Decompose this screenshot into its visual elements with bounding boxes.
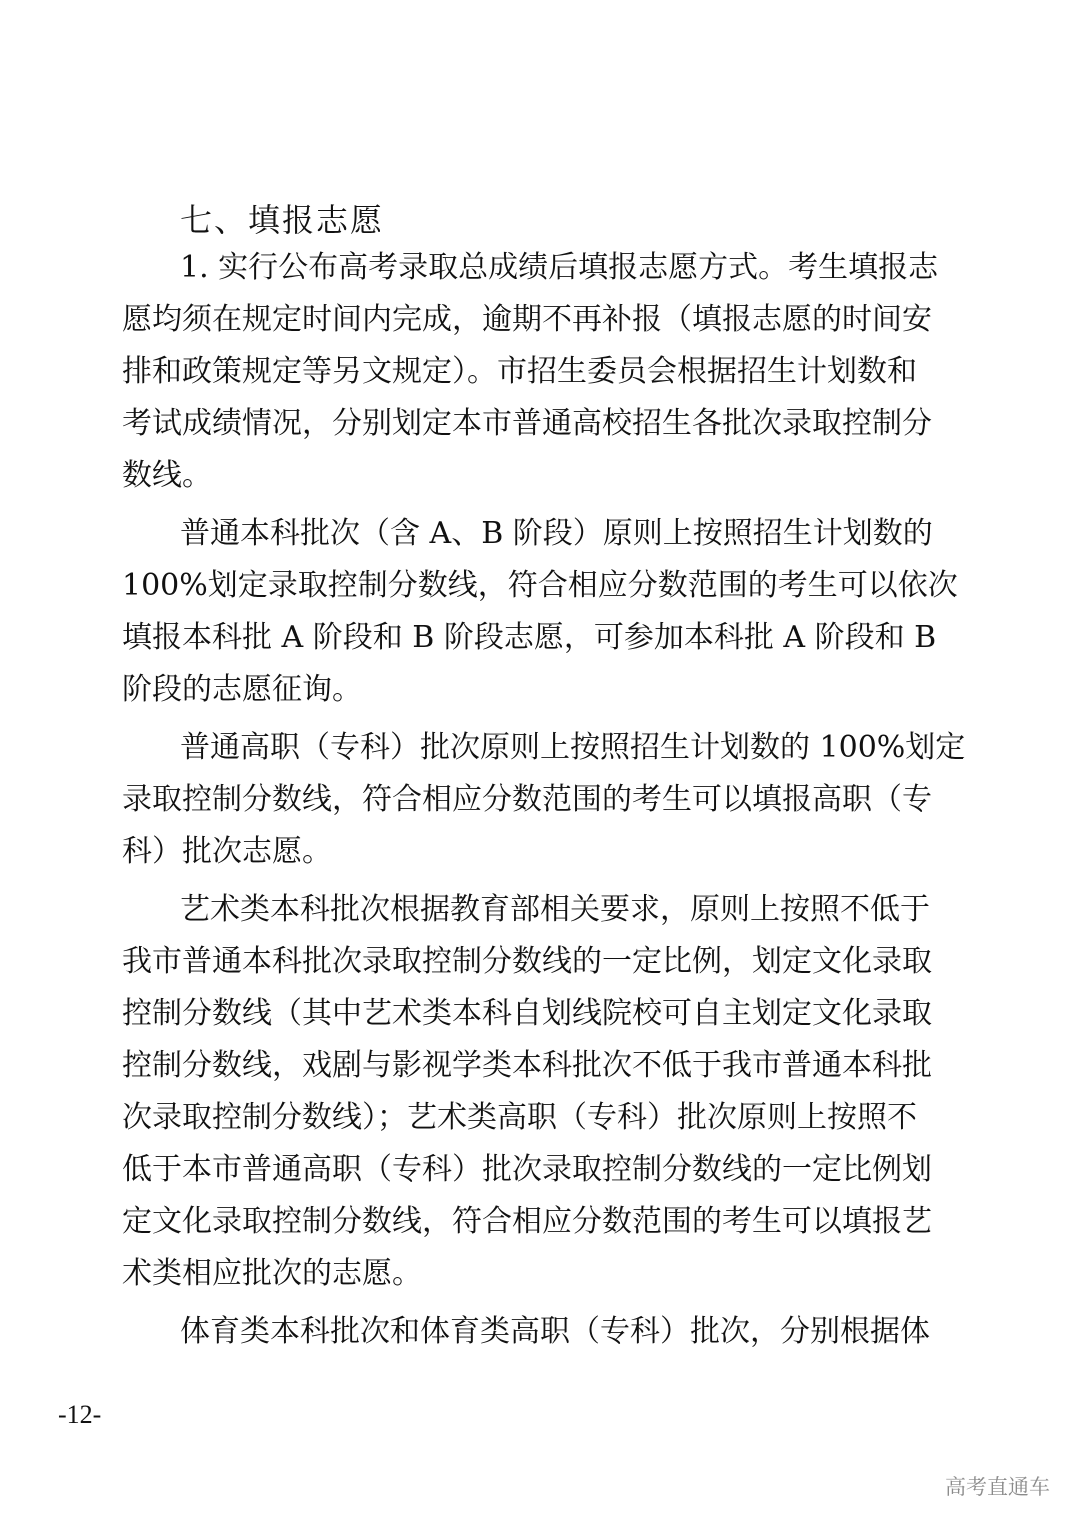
paragraph-first-line: 1. 实行公布高考录取总成绩后填报志愿方式。考生填报志 <box>180 250 939 285</box>
text-line: 数线。 <box>122 458 212 493</box>
text-line: 控制分数线，戏剧与影视学类本科批次不低于我市普通本科批 <box>122 1048 932 1083</box>
paragraph-first-line: 普通高职（专科）批次原则上按照招生计划数的 100%划定 <box>180 730 966 765</box>
text-line: 我市普通本科批次录取控制分数线的一定比例，划定文化录取 <box>122 944 932 979</box>
text-line: 定文化录取控制分数线，符合相应分数范围的考生可以填报艺 <box>122 1204 932 1239</box>
section-heading: 七、填报志愿 <box>180 201 385 239</box>
watermark-text: 高考直通车 <box>945 1475 1050 1499</box>
text-line: 考试成绩情况，分别划定本市普通高校招生各批次录取控制分 <box>122 406 932 441</box>
text-line: 控制分数线（其中艺术类本科自划线院校可自主划定文化录取 <box>122 996 932 1031</box>
page-number: -12- <box>58 1400 102 1429</box>
text-line: 愿均须在规定时间内完成，逾期不再补报（填报志愿的时间安 <box>122 302 932 337</box>
text-line: 次录取控制分数线）；艺术类高职（专科）批次原则上按照不 <box>122 1100 917 1135</box>
text-line: 填报本科批 A 阶段和 B 阶段志愿，可参加本科批 A 阶段和 B <box>122 620 937 655</box>
text-line: 阶段的志愿征询。 <box>122 672 362 707</box>
paragraph-first-line: 艺术类本科批次根据教育部相关要求，原则上按照不低于 <box>180 892 930 927</box>
text-line: 术类相应批次的志愿。 <box>122 1256 422 1291</box>
text-line: 100%划定录取控制分数线，符合相应分数范围的考生可以依次 <box>122 568 958 603</box>
text-line: 排和政策规定等另文规定）。市招生委员会根据招生计划数和 <box>122 354 917 389</box>
paragraph-first-line: 体育类本科批次和体育类高职（专科）批次，分别根据体 <box>180 1314 930 1349</box>
paragraph-first-line: 普通本科批次（含 A、B 阶段）原则上按照招生计划数的 <box>180 516 933 551</box>
text-line: 低于本市普通高职（专科）批次录取控制分数线的一定比例划 <box>122 1152 932 1187</box>
text-line: 科）批次志愿。 <box>122 834 332 869</box>
text-line: 录取控制分数线，符合相应分数范围的考生可以填报高职（专 <box>122 782 932 817</box>
